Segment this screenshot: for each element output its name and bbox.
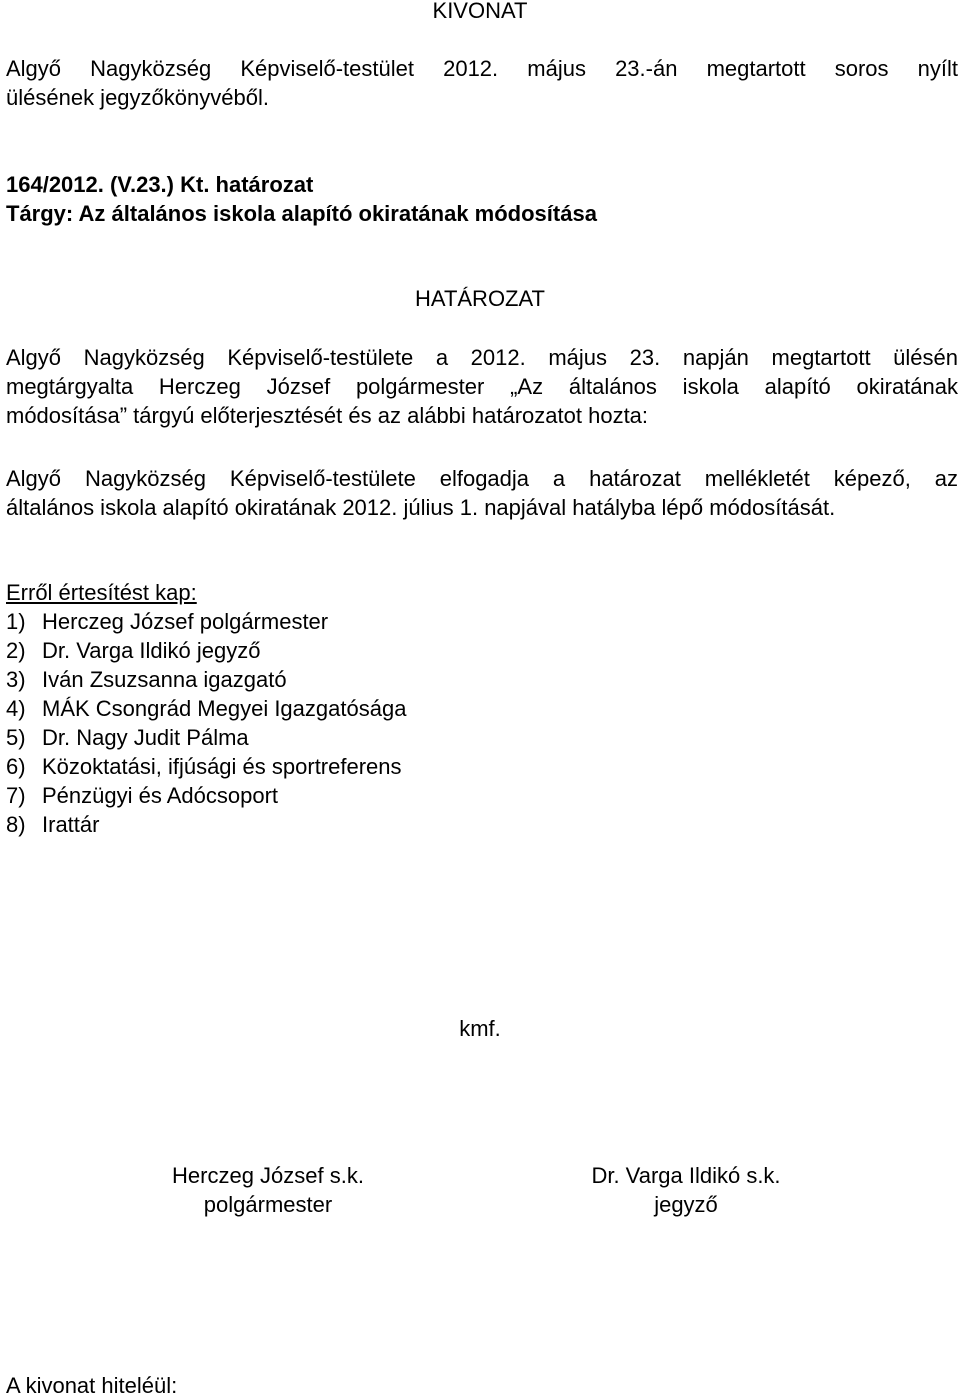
list-item-number: 4) bbox=[6, 696, 26, 721]
document-title: KIVONAT bbox=[432, 0, 528, 23]
list-item-number: 1) bbox=[6, 609, 26, 634]
list-item-text: Herczeg József polgármester bbox=[42, 609, 329, 634]
list-item-number: 7) bbox=[6, 783, 26, 808]
resolution-number: 164/2012. (V.23.) Kt. határozat bbox=[6, 172, 314, 197]
decision-p1-line-2: megtárgyalta Herczeg József polgármester „Az általános iskola alapító okiratának bbox=[6, 374, 958, 399]
decision-p2-line-1: Algyő Nagyközség Képviselő-testülete elfogadja a határozat mellékletét képező, az bbox=[6, 466, 958, 491]
decision-paragraph-2 bbox=[6, 464, 958, 522]
kmf-label: kmf. bbox=[459, 1016, 501, 1041]
signature-left bbox=[118, 1161, 418, 1219]
decision-p2-line-2: általános iskola alapító okiratának 2012. július 1. napjával hatályba lépő módosítását. bbox=[6, 495, 836, 520]
list-item-text: Dr. Nagy Judit Pálma bbox=[42, 725, 249, 750]
decision-p1-line-3: módosítása” tárgyú előterjesztését és az alábbi határozatot hozta: bbox=[6, 403, 649, 428]
list-item-number: 3) bbox=[6, 667, 26, 692]
list-item-number: 2) bbox=[6, 638, 26, 663]
signature-right-role: jegyző bbox=[654, 1192, 718, 1217]
list-item bbox=[6, 752, 958, 781]
list-item bbox=[6, 665, 958, 694]
list-item-number: 6) bbox=[6, 754, 26, 779]
decision-p1-line-1: Algyő Nagyközség Képviselő-testülete a 2012. május 23. napján megtartott ülésén bbox=[6, 345, 958, 370]
notification-heading: Erről értesítést kap: bbox=[6, 580, 197, 605]
list-item bbox=[6, 723, 958, 752]
intro-line-2: ülésének jegyzőkönyvéből. bbox=[6, 85, 269, 110]
list-item-text: Pénzügyi és Adócsoport bbox=[42, 783, 279, 808]
signature-right bbox=[536, 1161, 836, 1219]
signature-left-name: Herczeg József s.k. bbox=[172, 1163, 364, 1188]
notification-section bbox=[6, 578, 958, 839]
intro-line-1: Algyő Nagyközség Képviselő-testület 2012. május 23.-án megtartott soros nyílt bbox=[6, 56, 958, 81]
list-item-text: Iván Zsuzsanna igazgató bbox=[42, 667, 287, 692]
list-item bbox=[6, 607, 958, 636]
decision-paragraph-1 bbox=[6, 343, 958, 430]
resolution-reference bbox=[6, 170, 958, 228]
list-item bbox=[6, 810, 958, 839]
list-item bbox=[6, 694, 958, 723]
list-item-text: MÁK Csongrád Megyei Igazgatósága bbox=[42, 696, 407, 721]
signature-left-role: polgármester bbox=[203, 1192, 333, 1217]
notification-list bbox=[6, 607, 958, 839]
list-item-text: Irattár bbox=[42, 812, 100, 837]
list-item-number: 5) bbox=[6, 725, 26, 750]
list-item bbox=[6, 781, 958, 810]
signature-right-name: Dr. Varga Ildikó s.k. bbox=[591, 1163, 781, 1188]
resolution-subject: Tárgy: Az általános iskola alapító okiratának módosítása bbox=[6, 201, 597, 226]
list-item-text: Közoktatási, ifjúsági és sportreferens bbox=[42, 754, 402, 779]
authentication-footer: A kivonat hiteléül: bbox=[6, 1373, 178, 1398]
list-item-number: 8) bbox=[6, 812, 26, 837]
decision-heading: HATÁROZAT bbox=[415, 286, 545, 311]
intro-paragraph bbox=[6, 54, 958, 112]
list-item-text: Dr. Varga Ildikó jegyző bbox=[42, 638, 261, 663]
list-item bbox=[6, 636, 958, 665]
